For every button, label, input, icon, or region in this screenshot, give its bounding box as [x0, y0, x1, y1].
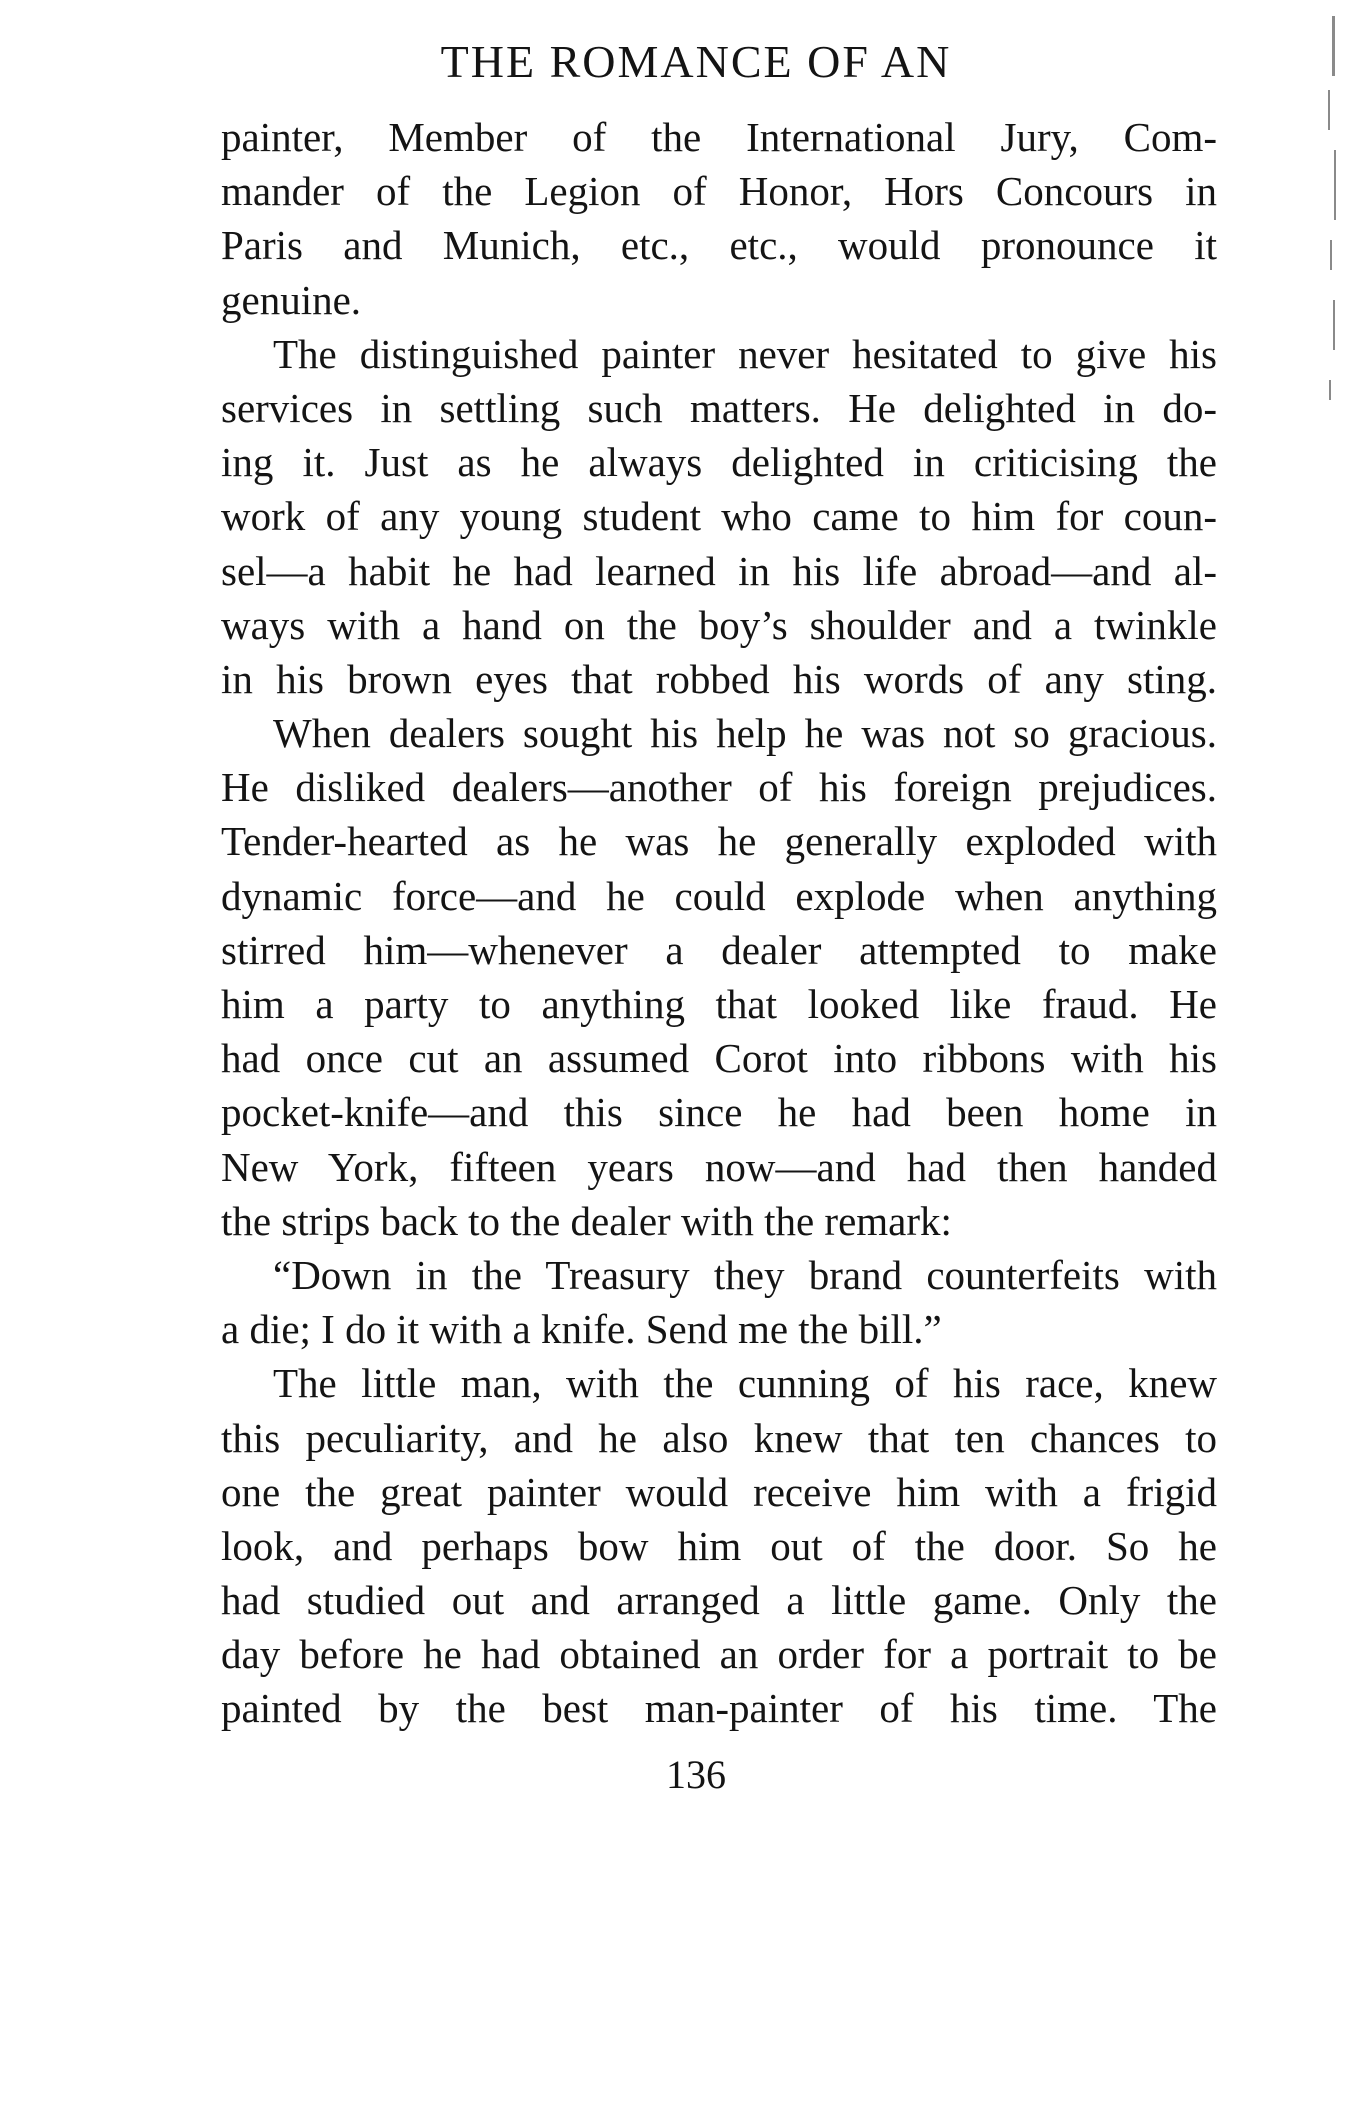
text-line: in his brown eyes that robbed his words of any sting. — [221, 655, 1217, 702]
text-line: a die; I do it with a knife. Send me the bill.” — [221, 1306, 942, 1353]
text-line: had once cut an assumed Corot into ribbons with his — [221, 1035, 1217, 1082]
text-line: day before he had obtained an order for a portrait to be — [221, 1631, 1217, 1678]
text-line: genuine. — [221, 276, 362, 323]
text-line: pocket-knife—and this since he had been home in — [221, 1089, 1217, 1136]
running-head: THE ROMANCE OF AN — [440, 36, 952, 87]
text-line: mander of the Legion of Honor, Hors Concours in — [221, 168, 1217, 215]
text-line: He disliked dealers—another of his foreign prejudices. — [221, 764, 1217, 811]
text-line: this peculiarity, and he also knew that ten chances to — [221, 1414, 1217, 1461]
page-number: 136 — [666, 1752, 726, 1797]
text-line: Paris and Munich, etc., etc., would pronounce it — [221, 222, 1217, 269]
text-line: the strips back to the dealer with the remark: — [221, 1197, 952, 1244]
text-line: services in settling such matters. He delighted in do- — [221, 384, 1217, 431]
text-line: Tender-hearted as he was he generally exploded with — [221, 818, 1217, 865]
text-line: look, and perhaps bow him out of the door. So he — [221, 1522, 1217, 1569]
text-line: When dealers sought his help he was not so gracious. — [273, 710, 1217, 757]
text-line: had studied out and arranged a little game. Only the — [221, 1577, 1217, 1624]
text-line: stirred him—whenever a dealer attempted to make — [221, 926, 1217, 973]
text-line: him a party to anything that looked like fraud. He — [221, 981, 1217, 1027]
text-line: painter, Member of the International Jury, Com- — [221, 114, 1217, 160]
text-line: The little man, with the cunning of his race, knew — [273, 1360, 1217, 1407]
scan-edge-artifact — [1322, 10, 1344, 430]
text-line: sel—a habit he had learned in his life abroad—and al- — [221, 547, 1217, 594]
text-line: one the great painter would receive him with a frigid — [221, 1468, 1217, 1515]
text-line: New York, fifteen years now—and had then handed — [221, 1143, 1217, 1190]
text-line: ing it. Just as he always delighted in criticising the — [221, 439, 1217, 486]
text-line: painted by the best man-painter of his time. The — [221, 1685, 1217, 1732]
text-line: The distinguished painter never hesitated to give his — [273, 330, 1217, 377]
text-line: ways with a hand on the boy’s shoulder and a twinkle — [221, 601, 1217, 648]
text-line: dynamic force—and he could explode when anything — [221, 872, 1217, 919]
body-text — [221, 110, 1217, 1736]
text-line: “Down in the Treasury they brand counterfeits with — [273, 1251, 1217, 1298]
text-line: work of any young student who came to him for coun- — [221, 493, 1217, 540]
